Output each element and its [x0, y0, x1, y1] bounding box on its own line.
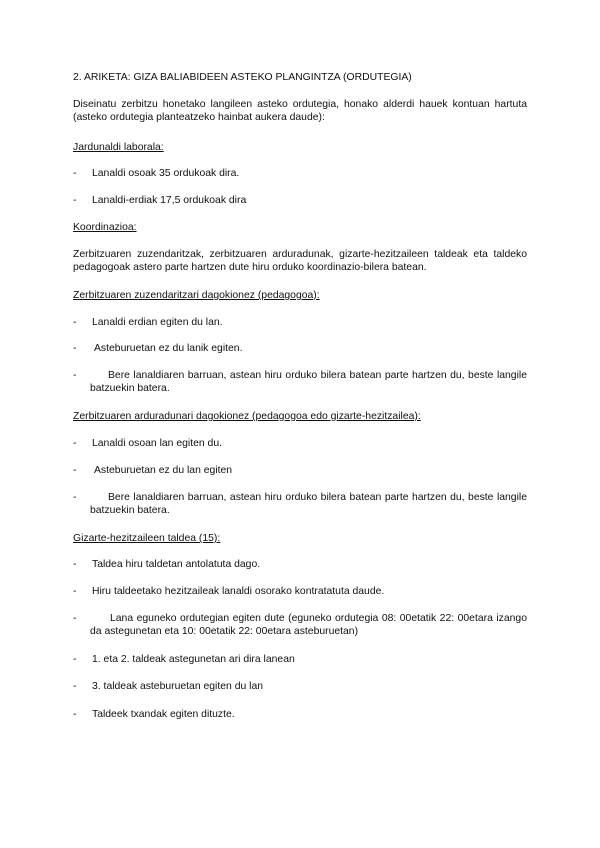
bullet-dash: - [73, 559, 77, 570]
list-item: 1. eta 2. taldeak astegunetan ari dira lanean [92, 654, 295, 665]
intro-paragraph: Diseinatu zerbitzu honetako langileen asteko ordutegia, honako alderdi hauek kontuan hartuta (asteko ordutegia planteatzeko hainbat aukera daude): [73, 99, 527, 123]
list-item: Lana eguneko ordutegian egiten dute (eguneko ordutegia 08: 00etatik 22: 00etara izango da astegunetan eta 10: 00etatik 22: 00etara asteburuetan) [90, 613, 527, 637]
taldea-heading: Gizarte-hezitzaileen taldea (15): [73, 533, 221, 544]
list-item: 3. taldeak asteburuetan egiten du lan [92, 681, 263, 692]
bullet-dash: - [73, 492, 77, 503]
bullet-dash: - [73, 195, 77, 206]
list-item: Lanaldi-erdiak 17,5 ordukoak dira [92, 195, 247, 206]
bullet-dash: - [73, 709, 77, 720]
list-item: Bere lanaldiaren barruan, astean hiru orduko bilera batean parte hartzen du, beste langile batzuekin batera. [90, 492, 527, 516]
list-item: Lanaldi osoan lan egiten du. [92, 438, 222, 449]
list-item: Lanaldi osoak 35 ordukoak dira. [92, 168, 240, 179]
list-item: Taldea hiru taldetan antolatuta dago. [92, 559, 261, 570]
bullet-dash: - [73, 586, 77, 597]
bullet-dash: - [73, 343, 77, 354]
list-item: Lanaldi erdian egiten du lan. [92, 317, 223, 328]
bullet-dash: - [73, 317, 77, 328]
list-item: Taldeek txandak egiten dituzte. [92, 709, 235, 720]
list-item: Asteburuetan ez du lan egiten [94, 465, 233, 476]
bullet-dash: - [73, 168, 77, 179]
bullet-dash: - [73, 654, 77, 665]
page-title: 2. ARIKETA: GIZA BALIABIDEEN ASTEKO PLANGINTZA (ORDUTEGIA) [73, 72, 412, 83]
koordinazioa-paragraph: Zerbitzuaren zuzendaritzak, zerbitzuaren arduradunak, gizarte-hezitzaileen taldeak eta taldeko pedagogoak astero parte hartzen dute hiru orduko koordinazio-bilera batean. [73, 249, 527, 273]
arduraduna-heading: Zerbitzuaren arduradunari dagokionez (pedagogoa edo gizarte-hezitzailea): [73, 411, 421, 422]
koordinazioa-heading: Koordinazioa: [73, 222, 137, 233]
bullet-dash: - [73, 370, 77, 381]
list-item: Bere lanaldiaren barruan, astean hiru orduko bilera batean parte hartzen du, beste langile batzuekin batera. [90, 370, 527, 394]
bullet-dash: - [73, 465, 77, 476]
bullet-dash: - [73, 438, 77, 449]
list-item: Asteburuetan ez du lanik egiten. [94, 343, 243, 354]
bullet-dash: - [73, 681, 77, 692]
jardunaldi-heading: Jardunaldi laborala: [73, 142, 164, 153]
list-item: Hiru taldeetako hezitzaileak lanaldi osorako kontratatuta daude. [92, 586, 385, 597]
zuzendaritza-heading: Zerbitzuaren zuzendaritzari dagokionez (pedagogoa): [73, 290, 320, 301]
bullet-dash: - [73, 613, 77, 624]
